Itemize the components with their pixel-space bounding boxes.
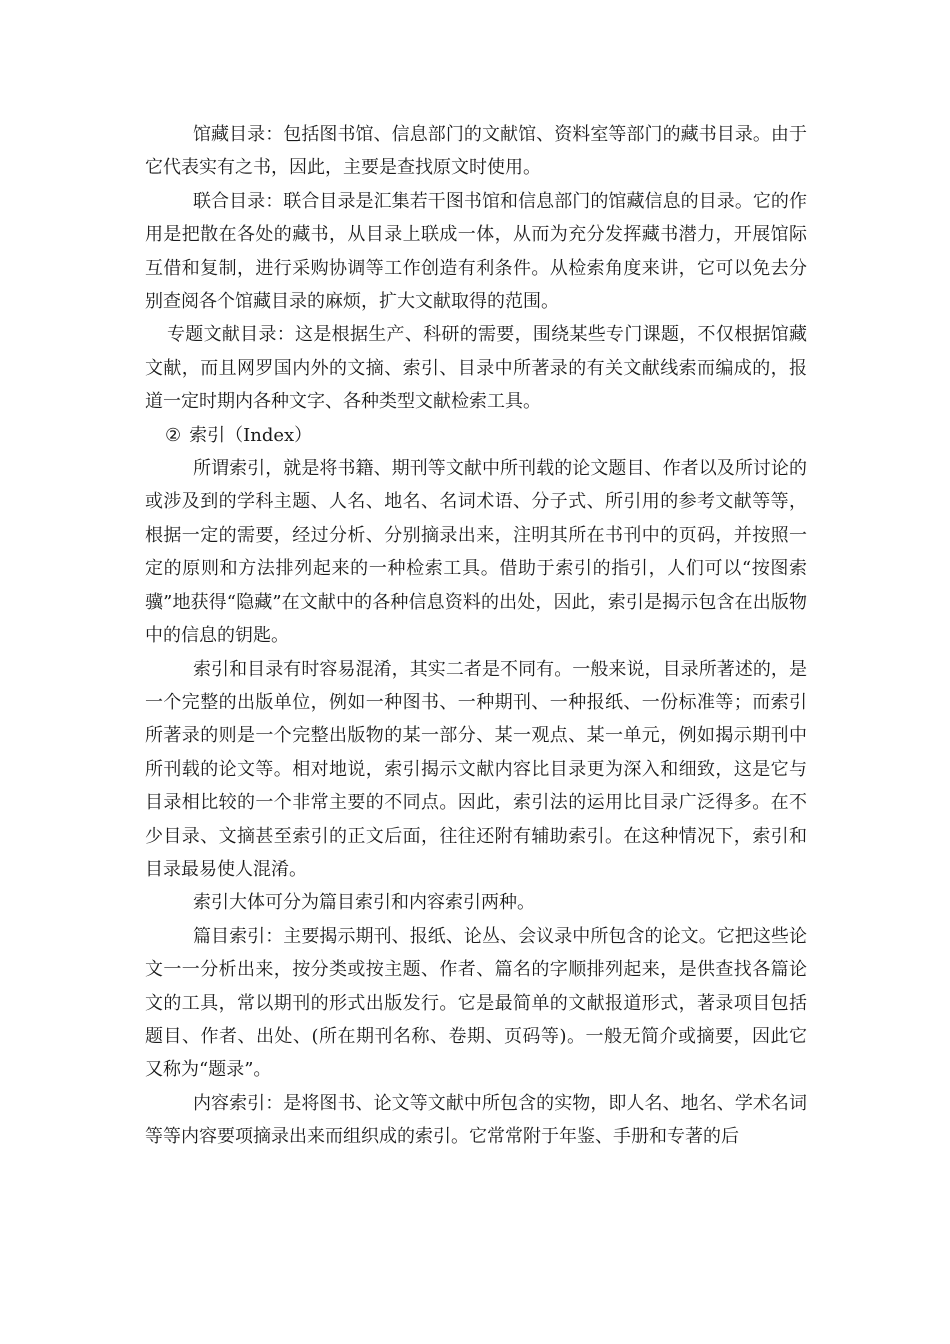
paragraph-title-index: 篇目索引：主要揭示期刊、报纸、论丛、会议录中所包含的论文。它把这些论文一一分析出来，按分类或按主题、作者、篇名的字顺排列起来，是供查找各篇论文的工具，常以期刊的形式出版发行。它是最简单的文献报道形式，著录项目包括题目、作者、出处、(所在期刊名称、卷期、页码等)。一般无简介或摘要，因此它又称为“题录”。 — [145, 925, 807, 1081]
section-title: 索引（Index） — [189, 424, 313, 446]
paragraph-index-vs-catalog: 索引和目录有时容易混淆，其实二者是不同有。一般来说，目录所著述的，是一个完整的出版单位，例如一种图书、一种期刊、一种报纸、一份标准等；而索引所著录的则是一个完整出版物的某一部分、某一观点、某一单元，例如揭示期刊中所刊载的论文等。相对地说，索引揭示文献内容比目录更为深入和细致，这是它与目录相比较的一个非常主要的不同点。因此，索引法的运用比目录广泛得多。在不少目录、文摘甚至索引的正文后面，往往还附有辅助索引。在这种情况下，索引和目录最易使人混淆。 — [145, 658, 807, 880]
paragraph-index-definition: 所谓索引，就是将书籍、期刊等文献中所刊载的论文题目、作者以及所讨论的或涉及到的学科主题、人名、地名、名词术语、分子式、所引用的参考文献等等，根据一定的需要，经过分析、分别摘录出来，注明其所在书刊中的页码，并按照一定的原则和方法排列起来的一种检索工具。借助于索引的指引，人们可以“按图索骥”地获得“隐藏”在文献中的各种信息资料的出处，因此，索引是揭示包含在出版物中的信息的钥匙。 — [145, 458, 807, 647]
paragraph-union-catalog: 联合目录：联合目录是汇集若干图书馆和信息部门的馆藏信息的目录。它的作用是把散在各处的藏书，从目录上联成一体，从而为充分发挥藏书潜力，开展馆际互借和复制，进行采购协调等工作创造有利条件。从检索角度来讲，它可以免去分别查阅各个馆藏目录的麻烦，扩大文献取得的范围。 — [145, 190, 807, 313]
paragraph-content-index: 内容索引：是将图书、论文等文献中所包含的实物，即人名、地名、学术名词等等内容要项摘录出来而组织成的索引。它常常附于年鉴、手册和专著的后 — [145, 1092, 807, 1148]
paragraph-collection-catalog: 馆藏目录：包括图书馆、信息部门的文献馆、资料室等部门的藏书目录。由于它代表实有之书，因此，主要是查找原文时使用。 — [145, 124, 807, 179]
section-heading-index — [145, 419, 807, 452]
paragraph-subject-catalog: 专题文献目录：这是根据生产、科研的需要，围绕某些专门课题，不仅根据馆藏文献，而且网罗国内外的文摘、索引、目录中所著录的有关文献线索而编成的，报道一定时期内各种文字、各种类型文献检索工具。 — [145, 324, 807, 413]
paragraph-index-types: 索引大体可分为篇目索引和内容索引两种。 — [193, 892, 535, 914]
section-number: ② — [165, 424, 182, 446]
document-body — [145, 118, 807, 1154]
